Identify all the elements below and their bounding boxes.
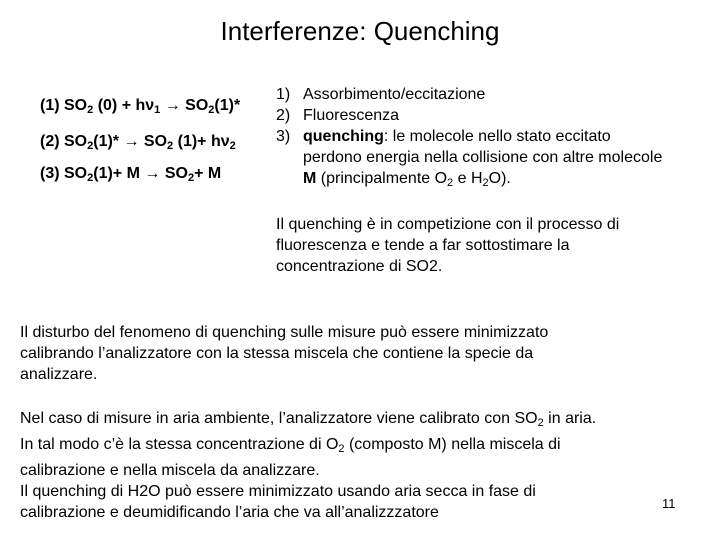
list-item-3-line-2: perdono energia nella collisione con altre molecole <box>303 149 663 166</box>
reaction-1-sub-b: 1 <box>154 104 161 116</box>
reaction-1-text-d: (1)* <box>214 97 241 114</box>
list-item-3-text: : le molecole nello stato eccitato <box>383 128 611 145</box>
paragraph-line: Il quenching di H2O può essere minimizzato usando aria secca in fase di <box>20 483 536 500</box>
so2-subscript: 2 <box>537 417 544 429</box>
reaction-1-sub-c: 2 <box>208 104 215 116</box>
reaction-2-text-a: (2) SO <box>40 133 88 150</box>
paragraph-line <box>20 408 596 434</box>
line-text: Nel caso di misure in aria ambiente, l’analizzatore viene calibrato con SO <box>20 410 538 427</box>
list-item-2 <box>276 105 662 126</box>
reaction-1-text-c: → SO <box>160 97 209 114</box>
note-line: Il quenching è in competizione con il processo di <box>276 216 620 233</box>
paragraph-line: analizzare. <box>20 366 98 383</box>
paragraph-line <box>20 434 596 460</box>
reaction-3-text-c: + M <box>194 165 222 182</box>
note-line: concentrazione di SO2. <box>276 258 443 275</box>
reaction-3-text-b: (1)+ M → SO <box>93 165 188 182</box>
list-item-1 <box>276 84 662 105</box>
reaction-2-text-c: (1)+ hν <box>173 133 230 150</box>
paragraph-line: calibrazione e nella miscela da analizzare. <box>20 462 320 479</box>
molecule-m: M <box>303 170 317 187</box>
paragraph-line: calibrazione e deumidificando l’aria che va all’analizzzatore <box>20 504 439 521</box>
paragraph-ambient-air <box>20 408 596 523</box>
line-3-text-a: (principalmente O <box>316 170 448 187</box>
note-line: fluorescenza e tende a far sottostimare la <box>276 237 570 254</box>
reaction-2-sub-c: 2 <box>229 140 236 152</box>
reaction-2 <box>40 133 236 152</box>
line-text: In tal modo c’è la stessa concentrazione di O <box>20 436 339 453</box>
reaction-1 <box>40 97 240 116</box>
h2o-subscript: 2 <box>482 177 489 189</box>
paragraph-line: Il disturbo del fenomeno di quenching sulle misure può essere minimizzato <box>20 324 549 341</box>
slide-title: Interferenze: Quenching <box>220 16 500 46</box>
reaction-3 <box>40 165 221 184</box>
list-number: 1) <box>276 86 291 103</box>
paragraph-calibration <box>20 322 548 385</box>
quenching-note <box>276 214 619 277</box>
list-item-3 <box>276 126 662 147</box>
page-number: 11 <box>662 496 676 511</box>
list-number: 3) <box>276 128 291 145</box>
o2-subscript: 2 <box>338 443 345 455</box>
reaction-3-text-a: (3) SO <box>40 165 88 182</box>
list-number: 2) <box>276 107 291 124</box>
reaction-1-text-a: (1) SO <box>40 97 88 114</box>
line-3-text-b: e H <box>453 170 483 187</box>
reaction-2-sub-a: 2 <box>87 140 94 152</box>
o2-subscript: 2 <box>447 177 454 189</box>
line-3-text-c: O). <box>488 170 511 187</box>
process-list <box>276 84 662 194</box>
list-item-2-text: Fluorescenza <box>303 107 400 124</box>
reaction-2-sub-b: 2 <box>167 140 174 152</box>
reaction-3-sub-b: 2 <box>187 172 195 184</box>
list-item-1-text: Assorbimento/eccitazione <box>303 86 486 103</box>
list-item-3-line-3 <box>276 168 662 194</box>
line-text: in aria. <box>543 410 597 427</box>
paragraph-line: calibrando l’analizzatore con la stessa miscela che contiene la specie da <box>20 345 534 362</box>
reaction-3-sub-a: 2 <box>87 172 94 184</box>
reaction-2-text-b: (1)* → SO <box>93 133 168 150</box>
reaction-1-text-b: (0) + hν <box>93 97 155 114</box>
reaction-1-sub-a: 2 <box>87 104 94 116</box>
line-text: (composto M) nella miscela di <box>344 436 561 453</box>
quenching-term: quenching <box>303 128 384 145</box>
